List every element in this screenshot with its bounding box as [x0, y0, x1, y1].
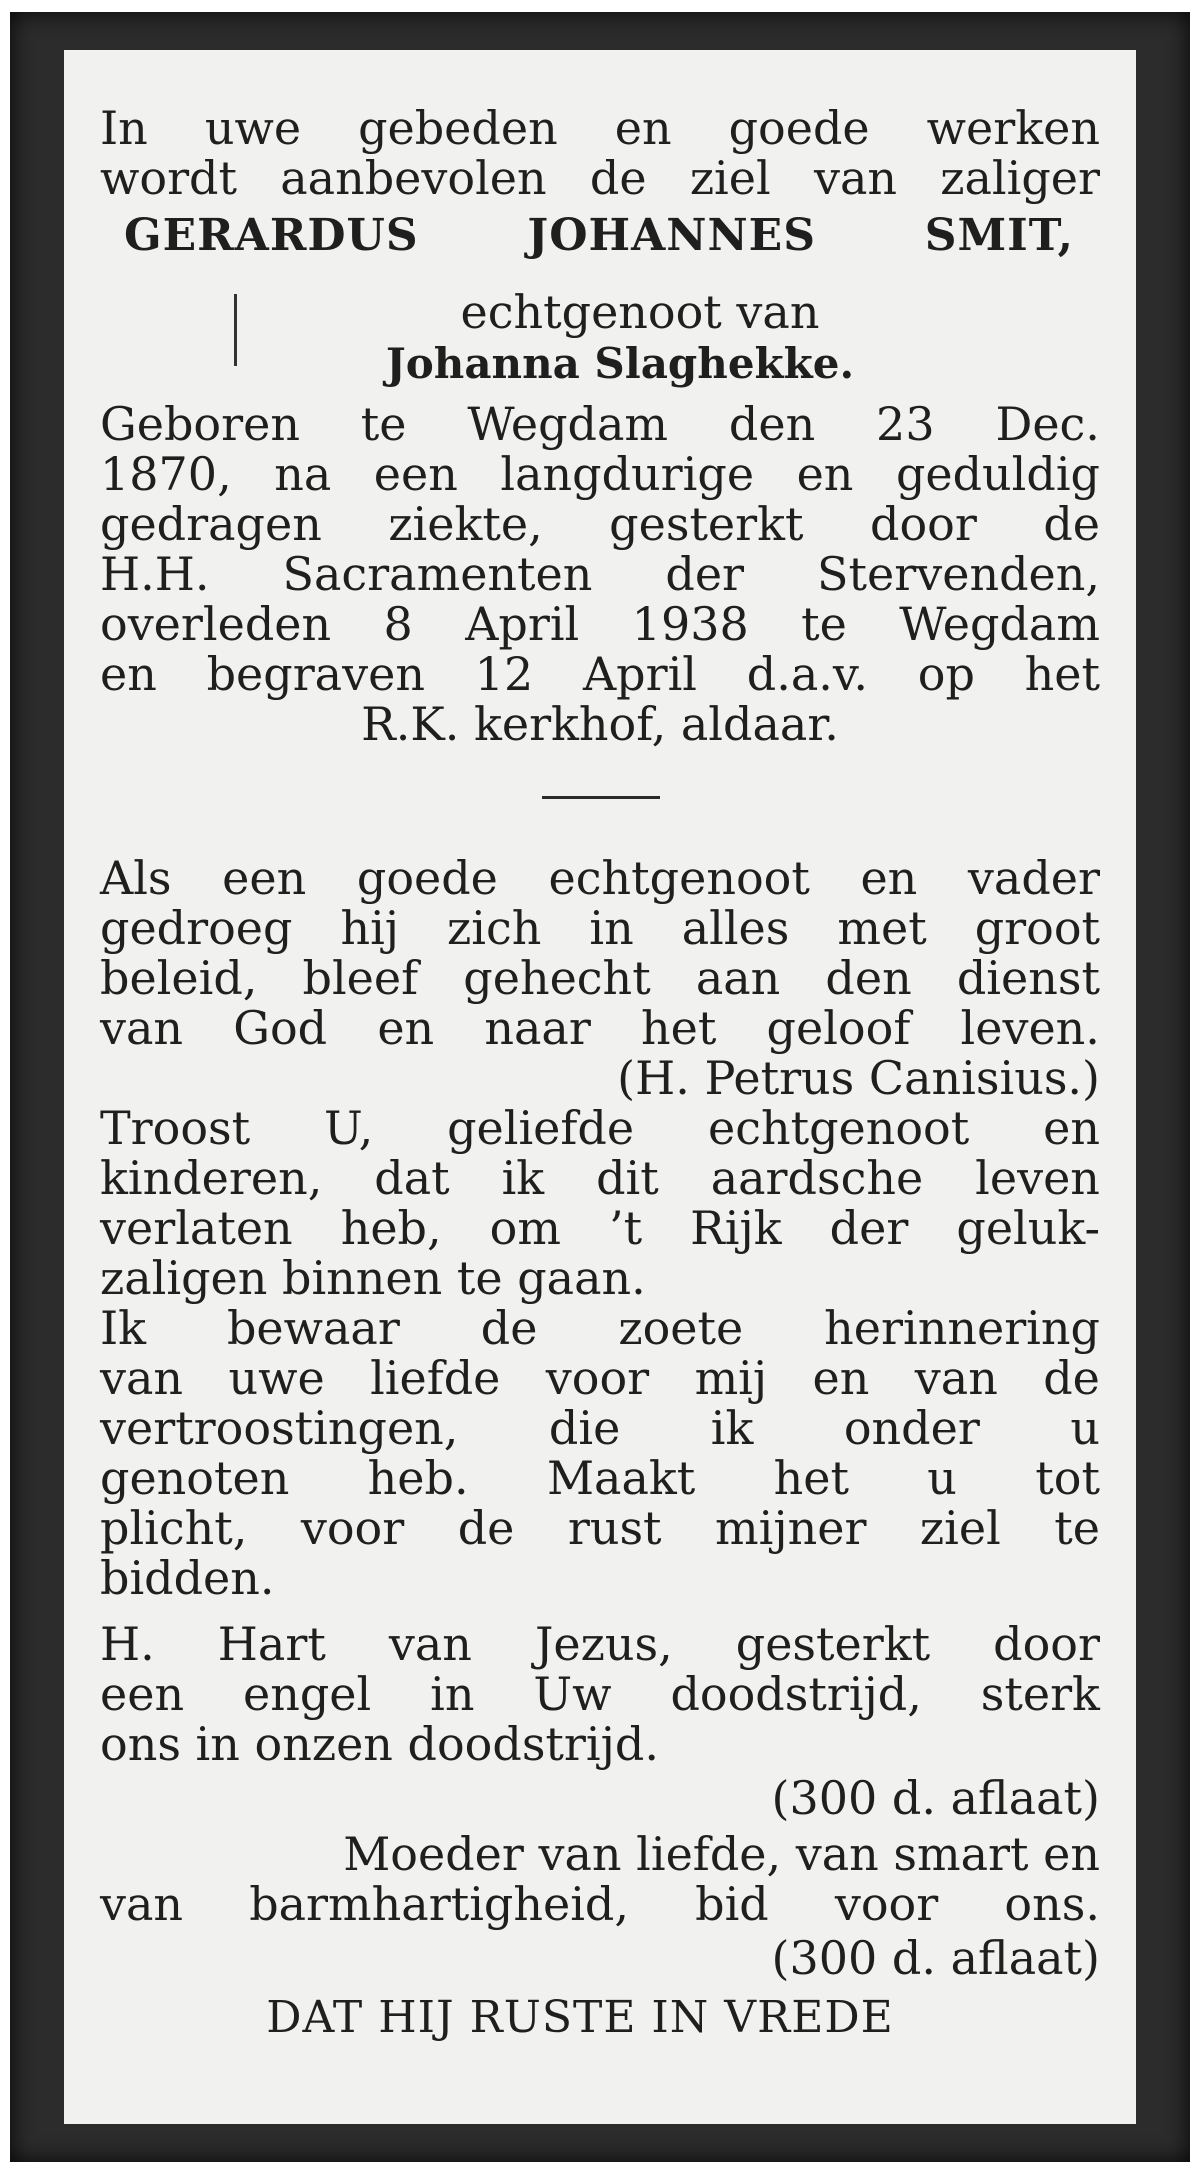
word: den	[825, 951, 912, 1005]
memory-line-1	[100, 1302, 1100, 1354]
word: in	[589, 901, 634, 955]
prayer2-line-2	[100, 1878, 1100, 1930]
word: aardsche	[710, 1151, 924, 1205]
word: begraven	[206, 647, 425, 701]
spouse-intro: echtgenoot van	[460, 285, 820, 339]
word: Stervenden,	[817, 547, 1100, 601]
word: Uw	[533, 1667, 612, 1721]
word: vertroostingen,	[100, 1401, 459, 1455]
word: April	[582, 647, 698, 701]
word: voor	[834, 1877, 939, 1931]
memory-line-6: bidden.	[100, 1551, 275, 1605]
word: Troost	[100, 1101, 251, 1155]
word: 1870,	[100, 447, 232, 501]
divider-rule	[542, 796, 660, 799]
word: overleden	[100, 597, 332, 651]
word: bid	[695, 1877, 769, 1931]
bio-line-1	[100, 398, 1100, 450]
word: van	[100, 1877, 184, 1931]
bio-line-2	[100, 448, 1100, 500]
memory-line-5	[100, 1502, 1100, 1554]
word: het	[641, 1001, 717, 1055]
word: Maakt	[546, 1451, 696, 1505]
word: een	[373, 447, 458, 501]
word: te	[360, 397, 407, 451]
word: der	[665, 547, 745, 601]
word: rust	[567, 1501, 662, 1555]
word: u	[1070, 1401, 1100, 1455]
word: van	[813, 151, 897, 205]
word: zaliger	[940, 151, 1100, 205]
word: met	[837, 901, 927, 955]
word: voor	[545, 1351, 650, 1405]
word: liefde	[370, 1351, 501, 1405]
word: te	[801, 597, 847, 651]
word: Wegdam	[899, 597, 1100, 651]
word: herinnering	[824, 1301, 1100, 1355]
word: Sacramenten	[282, 547, 593, 601]
word: en	[860, 851, 918, 905]
word: U,	[324, 1101, 374, 1155]
word: heb.	[367, 1451, 469, 1505]
word: en	[796, 447, 854, 501]
comfort-line-4: zaligen binnen te gaan.	[100, 1251, 646, 1305]
word: goede	[356, 851, 498, 905]
quote-line-4	[100, 1002, 1100, 1054]
word: In	[100, 101, 148, 155]
word: en	[614, 101, 672, 155]
word: ik	[501, 1151, 545, 1205]
word: voor	[300, 1501, 405, 1555]
word: Als	[100, 851, 172, 905]
word: aanbevolen	[280, 151, 547, 205]
word: 12	[474, 647, 534, 701]
closing-line: DAT HIJ RUSTE IN VREDE	[266, 1992, 894, 2043]
word: te	[1054, 1501, 1100, 1555]
word: de	[589, 151, 647, 205]
word: groot	[974, 901, 1100, 955]
word: echtgenoot	[548, 851, 810, 905]
word: geduldig	[895, 447, 1100, 501]
word: gebeden	[358, 101, 558, 155]
word: God	[233, 1001, 328, 1055]
bio-line-7: R.K. kerkhof, aldaar.	[361, 697, 839, 751]
word: beleid,	[100, 951, 258, 1005]
word: ’t	[609, 1201, 643, 1255]
word: mijner	[715, 1501, 867, 1555]
word: bewaar	[226, 1301, 400, 1355]
word: dat	[374, 1151, 450, 1205]
word: April	[465, 597, 580, 651]
word: ziel	[919, 1501, 1001, 1555]
word: heb,	[340, 1201, 442, 1255]
word: barmhartigheid,	[249, 1877, 629, 1931]
word: langdurige	[500, 447, 755, 501]
indulgence-note-2: (300 d. aflaat)	[771, 1931, 1100, 1985]
word: 8	[383, 597, 413, 651]
word: en	[100, 647, 157, 701]
word: gedragen	[100, 497, 322, 551]
bio-line-3	[100, 498, 1100, 550]
word: H.	[100, 1617, 155, 1671]
word: echtgenoot	[707, 1101, 970, 1155]
deceased-name	[124, 210, 1074, 262]
word: de	[457, 1501, 515, 1555]
word: en	[377, 1001, 435, 1055]
word: de	[1043, 1351, 1100, 1405]
word: die	[548, 1401, 621, 1455]
word: bleef	[302, 951, 419, 1005]
word: der	[829, 1201, 909, 1255]
word: door	[870, 497, 977, 551]
word: Geboren	[100, 397, 300, 451]
word: op	[917, 647, 975, 701]
word: Rijk	[690, 1201, 782, 1255]
word: uwe	[204, 101, 302, 155]
word: tot	[1035, 1451, 1100, 1505]
word: geliefde	[447, 1101, 635, 1155]
quote-line-2	[100, 902, 1100, 954]
word: onder	[843, 1401, 980, 1455]
word: JOHANNES	[527, 210, 816, 261]
word: het	[1024, 647, 1100, 701]
word: door	[993, 1617, 1100, 1671]
word: Wegdam	[467, 397, 669, 451]
quote-line-1	[100, 852, 1100, 904]
word: d.a.v.	[746, 647, 869, 701]
memorial-card-border	[10, 12, 1190, 2162]
word: Jezus,	[534, 1617, 673, 1671]
word: SMIT,	[924, 210, 1074, 261]
word: sterk	[980, 1667, 1100, 1721]
word: van	[388, 1617, 472, 1671]
word: zich	[447, 901, 542, 955]
word: mij	[694, 1351, 768, 1405]
word: de	[480, 1301, 538, 1355]
word: vader	[967, 851, 1100, 905]
word: van	[100, 1351, 184, 1405]
word: gedroeg	[100, 901, 293, 955]
memory-line-2	[100, 1352, 1100, 1404]
comfort-line-1	[100, 1102, 1100, 1154]
word: Dec.	[995, 397, 1100, 451]
word: 1938	[631, 597, 749, 651]
word: en	[1043, 1101, 1100, 1155]
bio-line-6	[100, 648, 1100, 700]
word: zoete	[618, 1301, 744, 1355]
word: kinderen,	[100, 1151, 323, 1205]
indulgence-note-1: (300 d. aflaat)	[771, 1771, 1100, 1825]
word: gesterkt	[609, 497, 804, 551]
word: geluk-	[956, 1201, 1100, 1255]
word: ziekte,	[388, 497, 543, 551]
quote-line-3	[100, 952, 1100, 1004]
word: GERARDUS	[124, 210, 419, 261]
intro-line-1	[100, 102, 1100, 154]
bio-line-4	[100, 548, 1100, 600]
word: hij	[340, 901, 400, 955]
word: een	[222, 851, 307, 905]
word: Hart	[217, 1617, 326, 1671]
word: 23	[876, 397, 935, 451]
word: van	[100, 1001, 184, 1055]
word: een	[100, 1667, 185, 1721]
prayer1-line-2	[100, 1668, 1100, 1720]
word: na	[274, 447, 332, 501]
word: de	[1043, 497, 1100, 551]
word: Ik	[100, 1301, 147, 1355]
word: genoten	[100, 1451, 290, 1505]
word: gehecht	[463, 951, 651, 1005]
quote-source: (H. Petrus Canisius.)	[617, 1051, 1100, 1105]
prayer1-line-1	[100, 1618, 1100, 1670]
word: werken	[926, 101, 1100, 155]
word: gesterkt	[735, 1617, 931, 1671]
word: alles	[681, 901, 790, 955]
word: geloof	[766, 1001, 911, 1055]
bio-line-5	[100, 598, 1100, 650]
word: wordt	[100, 151, 237, 205]
word: verlaten	[100, 1201, 293, 1255]
memory-line-4	[100, 1452, 1100, 1504]
word: leven	[975, 1151, 1100, 1205]
word: uwe	[228, 1351, 325, 1405]
word: doodstrijd,	[670, 1667, 922, 1721]
word: dienst	[956, 951, 1100, 1005]
word: om	[489, 1201, 561, 1255]
word: het	[773, 1451, 849, 1505]
word: plicht,	[100, 1501, 248, 1555]
word: aan	[695, 951, 781, 1005]
word: van	[914, 1351, 998, 1405]
word: den	[728, 397, 816, 451]
intro-line-2	[100, 152, 1100, 204]
memory-line-3	[100, 1402, 1100, 1454]
prayer1-line-3: ons in onzen doodstrijd.	[100, 1717, 659, 1771]
comfort-line-2	[100, 1152, 1100, 1204]
word: goede	[728, 101, 870, 155]
word: u	[927, 1451, 957, 1505]
word: in	[430, 1667, 475, 1721]
word: naar	[484, 1001, 591, 1055]
word: leven.	[960, 1001, 1100, 1055]
prayer2-line-1: Moeder van liefde, van smart en	[343, 1827, 1100, 1881]
word: ons.	[1004, 1877, 1100, 1931]
word: H.H.	[100, 547, 210, 601]
memorial-card	[64, 50, 1136, 2124]
word: ik	[710, 1401, 754, 1455]
comfort-line-3	[100, 1202, 1100, 1254]
word: ziel	[689, 151, 771, 205]
word: en	[812, 1351, 870, 1405]
word: dit	[596, 1151, 659, 1205]
word: engel	[242, 1667, 372, 1721]
spouse-name: Johanna Slaghekke.	[385, 339, 855, 388]
